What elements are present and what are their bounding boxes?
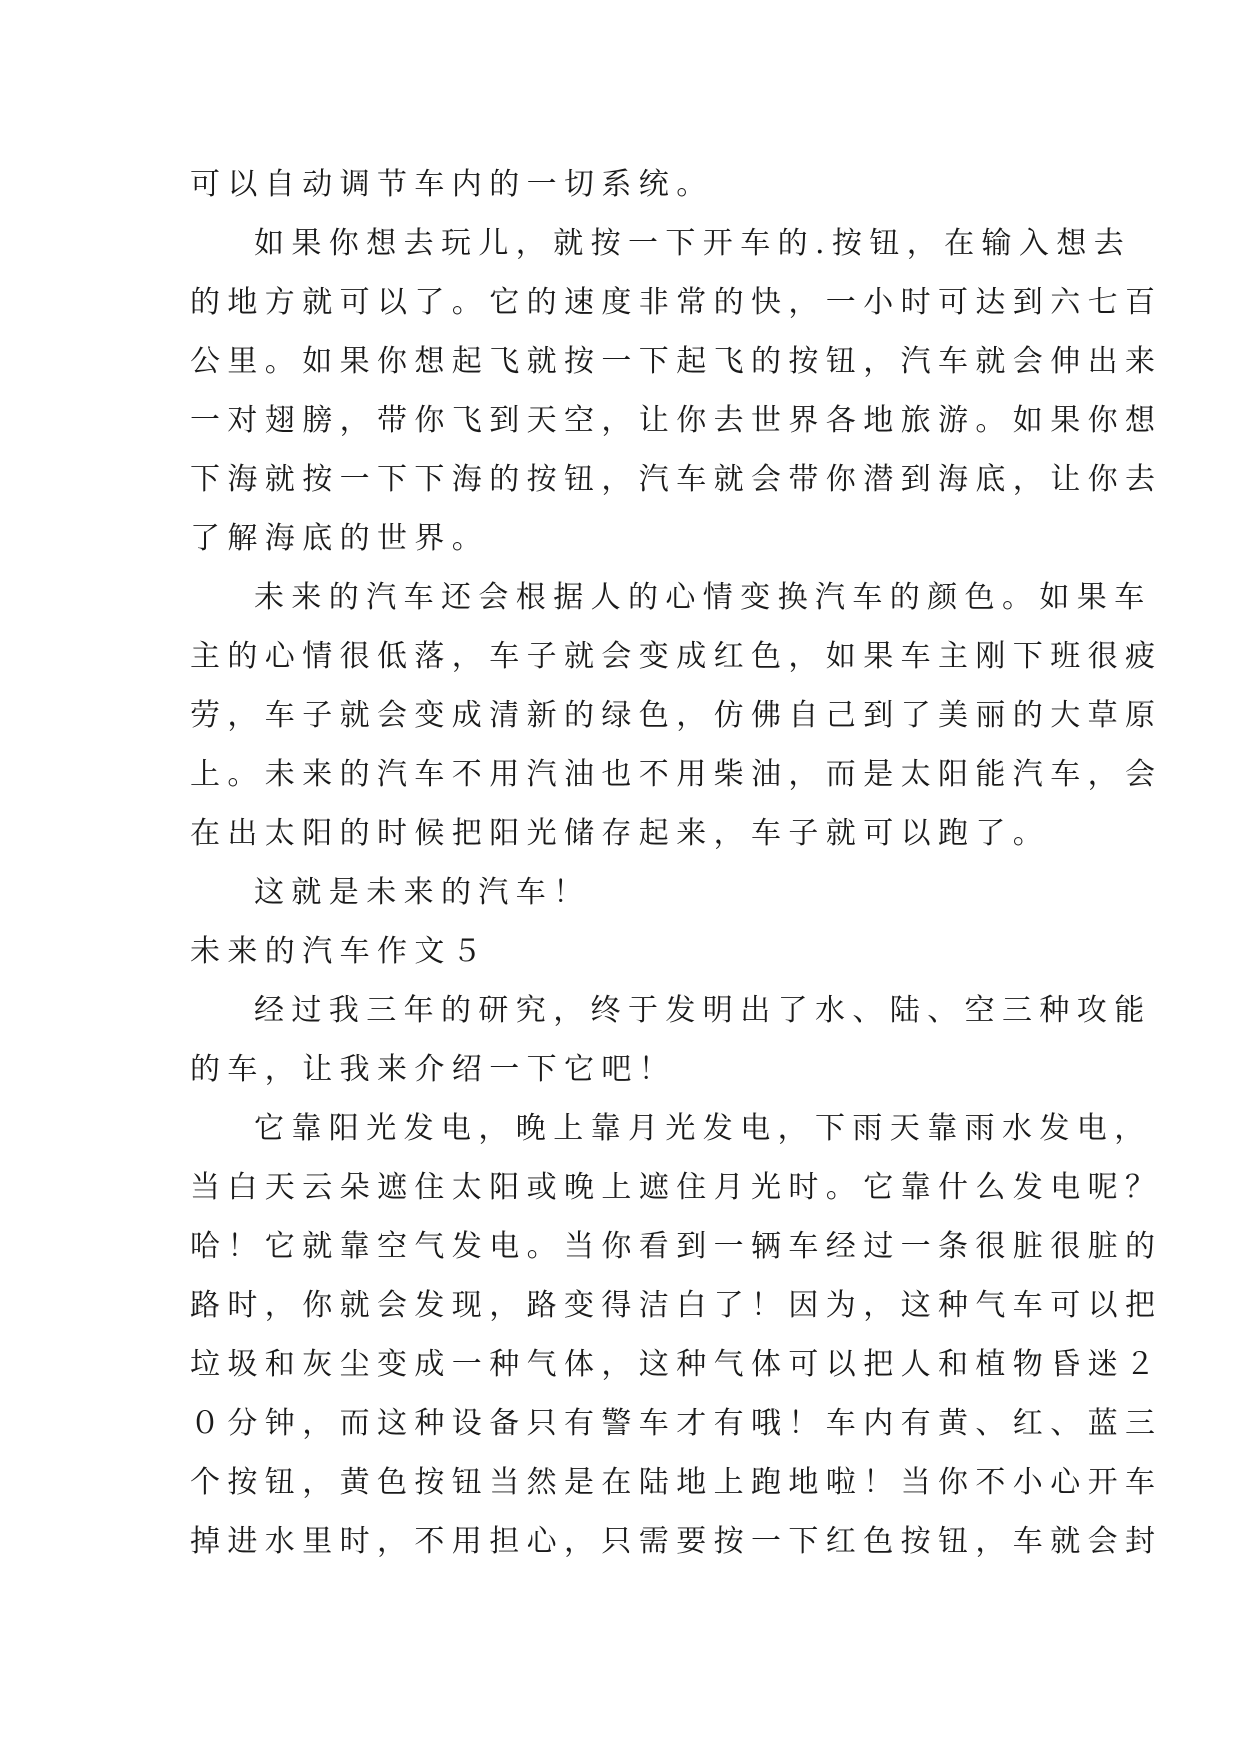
text-line: 可以自动调节车内的一切系统。 <box>190 167 714 202</box>
text-line: 的地方就可以了。它的速度非常的快，一小时可达到六七百 <box>190 285 1163 320</box>
text-line: 了解海底的世界。 <box>190 521 490 556</box>
text-line: 下海就按一下下海的按钮，汽车就会带你潜到海底，让你去 <box>190 462 1163 497</box>
text-line: 哈！它就靠空气发电。当你看到一辆车经过一条很脏很脏的 <box>190 1229 1163 1264</box>
text-line: 公里。如果你想起飞就按一下起飞的按钮，汽车就会伸出来 <box>190 344 1163 379</box>
document-page <box>190 155 1163 1571</box>
text-line: 个按钮，黄色按钮当然是在陆地上跑地啦！当你不小心开车 <box>190 1465 1163 1500</box>
text-line: 这就是未来的汽车！ <box>254 875 591 910</box>
text-line: 主的心情很低落，车子就会变成红色，如果车主刚下班很疲 <box>190 639 1163 674</box>
text-line: 上。未来的汽车不用汽油也不用柴油，而是太阳能汽车，会 <box>190 757 1163 792</box>
text-line: 的车，让我来介绍一下它吧！ <box>190 1052 677 1087</box>
text-line: 当白天云朵遮住太阳或晚上遮住月光时。它靠什么发电呢？ <box>190 1170 1163 1205</box>
text-line: 垃圾和灰尘变成一种气体，这种气体可以把人和植物昏迷２ <box>190 1347 1163 1382</box>
text-line: ０分钟，而这种设备只有警车才有哦！车内有黄、红、蓝三 <box>190 1406 1163 1441</box>
text-line: 劳，车子就会变成清新的绿色，仿佛自己到了美丽的大草原 <box>190 698 1163 733</box>
text-line: 在出太阳的时候把阳光储存起来，车子就可以跑了。 <box>190 816 1051 851</box>
text-line: 未来的汽车还会根据人的心情变换汽车的颜色。如果车 <box>254 580 1152 615</box>
text-line: 如果你想去玩儿，就按一下开车的.按钮，在输入想去 <box>254 226 1132 261</box>
text-line: 经过我三年的研究，终于发明出了水、陆、空三种攻能 <box>254 993 1152 1028</box>
text-line: 它靠阳光发电，晚上靠月光发电，下雨天靠雨水发电， <box>254 1111 1152 1146</box>
text-line: 一对翅膀，带你飞到天空，让你去世界各地旅游。如果你想 <box>190 403 1163 438</box>
text-line: 路时，你就会发现，路变得洁白了！因为，这种气车可以把 <box>190 1288 1163 1323</box>
text-line: 掉进水里时，不用担心，只需要按一下红色按钮，车就会封 <box>190 1524 1163 1559</box>
text-line: 未来的汽车作文５ <box>190 934 490 969</box>
